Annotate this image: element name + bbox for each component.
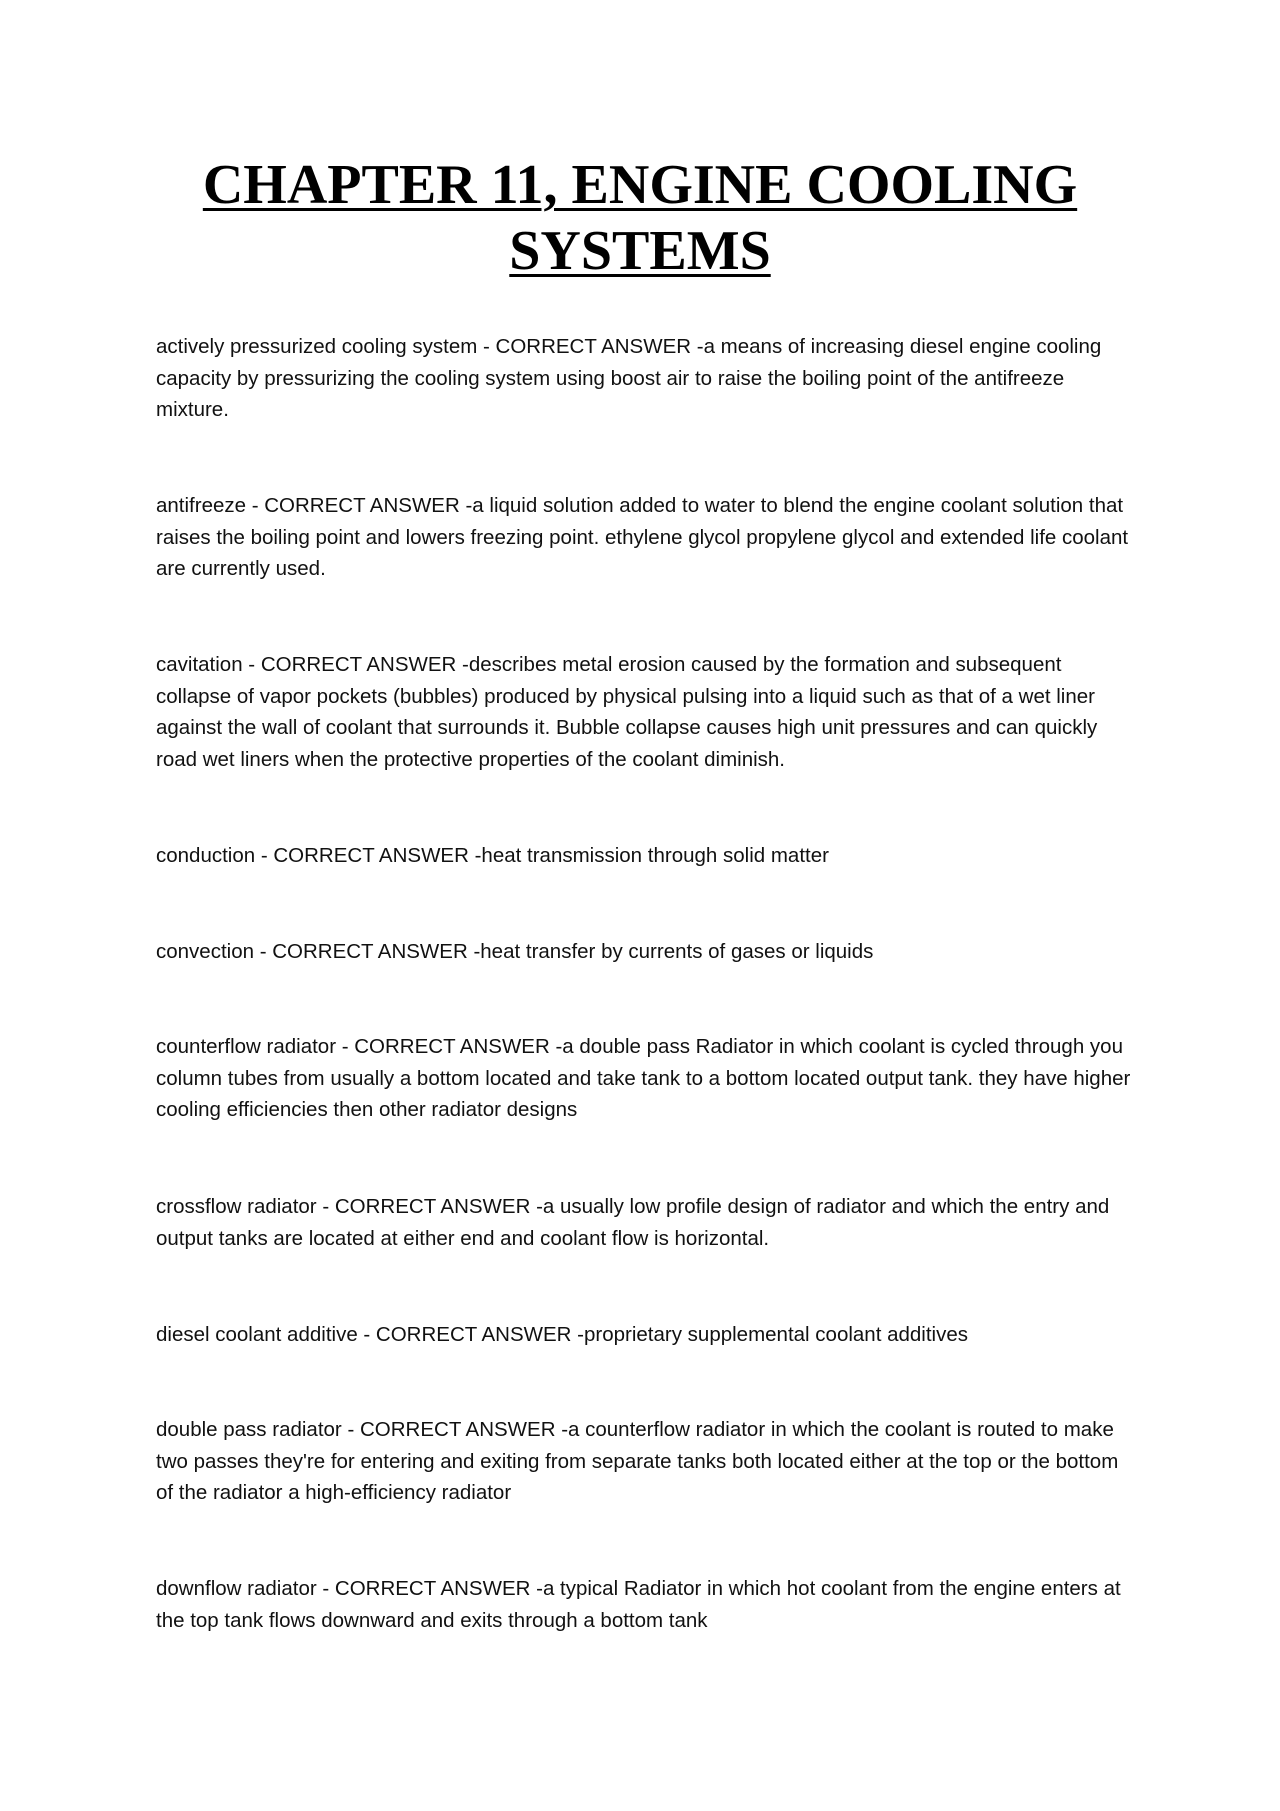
glossary-entry-downflow-radiator: downflow radiator - CORRECT ANSWER -a typical Radiator in which hot coolant from the engine enters at the top tank flows downward and exits through a bottom tank (156, 1577, 1121, 1632)
glossary-entry-crossflow-radiator: crossflow radiator - CORRECT ANSWER -a usually low profile design of radiator and which the entry and output tanks are located at either end and coolant flow is horizontal. (156, 1195, 1110, 1250)
glossary-entry-diesel-coolant-additive: diesel coolant additive - CORRECT ANSWER -proprietary supplemental coolant additives (156, 1323, 969, 1346)
glossary-entry-conduction: conduction - CORRECT ANSWER -heat transmission through solid matter (156, 844, 829, 867)
glossary-entry-convection: convection - CORRECT ANSWER -heat transfer by currents of gases or liquids (156, 940, 874, 963)
glossary-entry-actively-pressurized-cooling-system: actively pressurized cooling system - CORRECT ANSWER -a means of increasing diesel engine cooling capacity by pressurizing the cooling system using boost air to raise the boiling point of the antifreeze mixture. (156, 335, 1102, 421)
glossary-entry-counterflow-radiator: counterflow radiator - CORRECT ANSWER -a double pass Radiator in which coolant is cycled through you column tubes from usually a bottom located and take tank to a bottom located output tank. they have higher cooling efficiencies then other radiator designs (156, 1035, 1131, 1121)
glossary-entry-antifreeze: antifreeze - CORRECT ANSWER -a liquid solution added to water to blend the engine coolant solution that raises the boiling point and lowers freezing point. ethylene glycol propylene glycol and extended life coolant are currently used. (156, 494, 1129, 580)
glossary-entry-cavitation: cavitation - CORRECT ANSWER -describes metal erosion caused by the formation and subsequent collapse of vapor pockets (bubbles) produced by physical pulsing into a liquid such as that of a wet liner against the wall of coolant that surrounds it. Bubble collapse causes high unit pressures and can quickly road wet liners when the protective properties of the coolant diminish. (156, 653, 1098, 771)
page-title: CHAPTER 11, ENGINE COOLING SYSTEMS (202, 154, 1078, 282)
glossary-entry-double-pass-radiator: double pass radiator - CORRECT ANSWER -a counterflow radiator in which the coolant is routed to make two passes they're for entering and exiting from separate tanks both located either at the top or the bottom of the radiator a high-efficiency radiator (156, 1418, 1119, 1504)
